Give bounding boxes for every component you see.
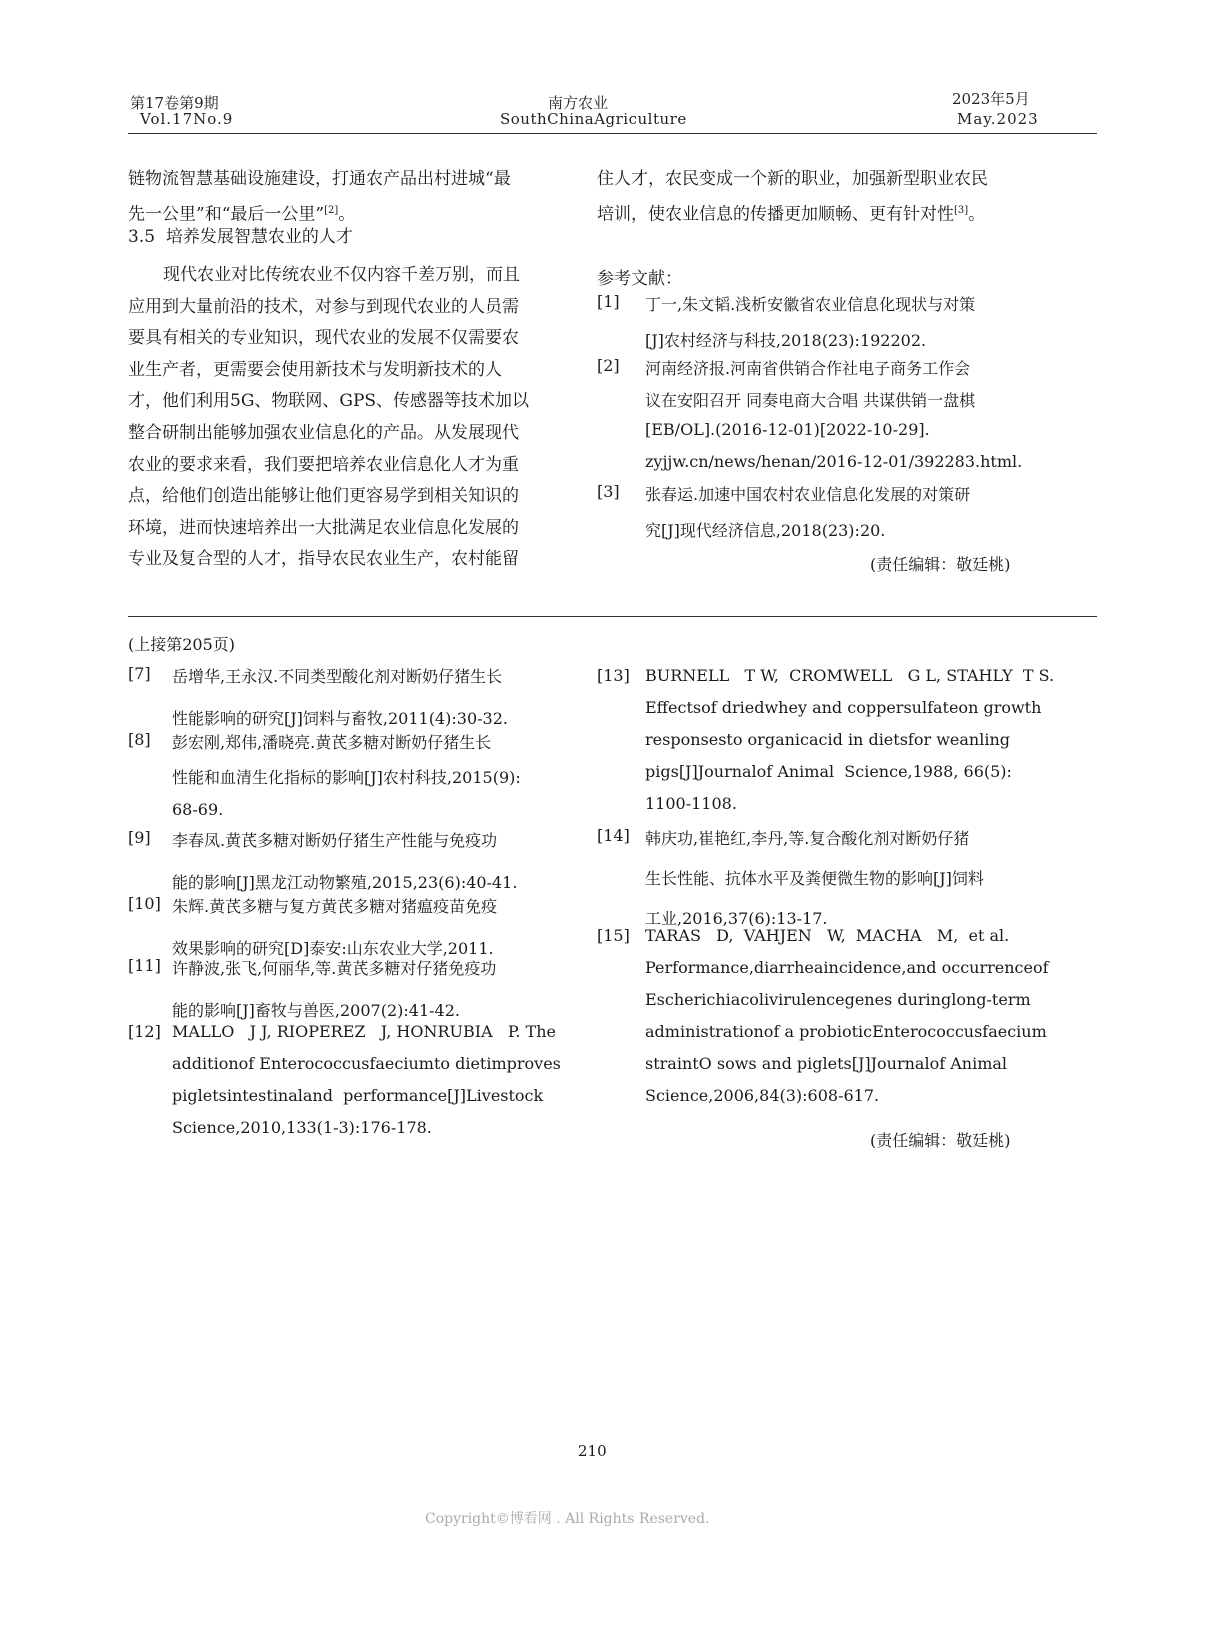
reference-number: [15]	[597, 926, 630, 945]
reference-number: [12]	[128, 1022, 161, 1041]
text-line: [J]农村经济与科技,2018(23):192202.	[645, 331, 927, 350]
journal-volume: 第17卷第9期	[130, 94, 219, 112]
reference-number: [14]	[597, 826, 630, 845]
issue-date-en: May.2023	[957, 110, 1039, 128]
text-line: 专业及复合型的人才，指导农民农业生产，农村能留	[128, 549, 519, 570]
text-line: Performance,diarrheaincidence,and occurrenceof	[645, 958, 1049, 977]
paragraph-line: 链物流智慧基础设施建设，打通农产品出村进城“最	[128, 169, 511, 189]
text-line: straintO sows and piglets[J]Journalof Animal	[645, 1054, 1008, 1073]
text-line: 彭宏刚,郑伟,潘晓亮.黄芪多糖对断奶仔猪生长	[172, 733, 492, 752]
text-line: 性能和血清生化指标的影响[J]农村科技,2015(9):	[172, 768, 521, 787]
text-line: additionof Enterococcusfaeciumto dietimproves	[172, 1054, 561, 1073]
text-line: pigs[J]Journalof Animal Science,1988, 66(5):	[645, 762, 1012, 781]
citation-2: [2]	[324, 205, 339, 216]
citation-3: [3]	[954, 205, 969, 216]
text-line: 环境，进而快速培养出一大批满足农业信息化发展的	[128, 517, 519, 538]
journal-title-en: SouthChinaAgriculture	[500, 110, 687, 128]
text-line: 究[J]现代经济信息,2018(23):20.	[645, 521, 886, 540]
reference-number: [10]	[128, 894, 161, 913]
text-line: 效果影响的研究[D]泰安:山东农业大学,2011.	[172, 939, 494, 958]
text-line: 工业,2016,37(6):13-17.	[645, 909, 828, 928]
text-line: MALLO J J, RIOPEREZ J, HONRUBIA P. The	[172, 1022, 557, 1041]
text-line: responsesto organicacid in dietsfor weanling	[645, 730, 1010, 749]
text-line: 应用到大量前沿的技术，对参与到现代农业的人员需	[128, 296, 519, 317]
text-line: 能的影响[J]畜牧与兽医,2007(2):41-42.	[172, 1001, 460, 1020]
copyright-notice: Copyright©博看网 . All Rights Reserved.	[425, 1511, 710, 1527]
section-heading: 3.5 培养发展智慧农业的人才	[128, 227, 353, 247]
paragraph-line: 住人才，农民变成一个新的职业，加强新型职业农民	[597, 169, 988, 189]
text-line: TARAS D, VAHJEN W, MACHA M, et al.	[645, 926, 1010, 945]
continued-note: (上接第205页)	[128, 635, 236, 654]
reference-number: [8]	[128, 730, 151, 749]
text-line: BURNELL T W, CROMWELL G L, STAHLY T S.	[645, 666, 1055, 685]
paragraph-line: 培训，使农业信息的传播更加顺畅、更有针对性[3]。	[597, 204, 986, 225]
section-divider	[128, 616, 1097, 617]
reference-number: [7]	[128, 664, 151, 683]
text-line: 业生产者，更需要会使用新技术与发明新技术的人	[128, 359, 502, 380]
text-line: [EB/OL].(2016-12-01)[2022-10-29].	[645, 420, 930, 439]
text-line: 许静波,张飞,何丽华,等.黄芪多糖对仔猪免疫功	[172, 959, 497, 978]
reference-number: [1]	[597, 292, 620, 311]
page-number: 210	[578, 1442, 607, 1460]
text-line: 李春凤.黄芪多糖对断奶仔猪生产性能与免疫功	[172, 831, 498, 850]
text-line: 要具有相关的专业知识，现代农业的发展不仅需要农	[128, 328, 519, 349]
text-line: 能的影响[J]黑龙江动物繁殖,2015,23(6):40-41.	[172, 873, 518, 892]
reference-number: [3]	[597, 482, 620, 501]
text-line: 现代农业对比传统农业不仅内容千差万别，而且	[163, 265, 520, 285]
text-line: Science,2006,84(3):608-617.	[645, 1086, 880, 1105]
text-line: 生长性能、抗体水平及粪便微生物的影响[J]饲料	[645, 869, 984, 888]
reference-number: [2]	[597, 356, 620, 375]
references-heading: 参考文献：	[597, 269, 682, 289]
text-line: 农业的要求来看，我们要把培养农业信息化人才为重	[128, 454, 519, 475]
text-line: 才，他们利用5G、物联网、GPS、传感器等技术加以	[128, 391, 530, 412]
reference-number: [9]	[128, 828, 151, 847]
text-line: administrationof a probioticEnterococcusfaecium	[645, 1022, 1047, 1041]
editor-note: (责任编辑：敬廷桃)	[870, 555, 1011, 574]
text-line: Escherichiacolivirulencegenes duringlong-term	[645, 990, 1031, 1009]
text-line: zyjjw.cn/news/henan/2016-12-01/392283.html.	[645, 452, 1023, 471]
text-line: 张春运.加速中国农村农业信息化发展的对策研	[645, 485, 971, 504]
header-rule	[128, 133, 1097, 134]
text-line: 1100-1108.	[645, 794, 737, 813]
text-line: 朱辉.黄芪多糖与复方黄芪多糖对猪瘟疫苗免疫	[172, 897, 498, 916]
text-line: 议在安阳召开 同奏电商大合唱 共谋供销一盘棋	[645, 391, 976, 410]
text-line: 丁一,朱文韬.浅析安徽省农业信息化现状与对策	[645, 295, 976, 314]
issue-date: 2023年5月	[952, 90, 1030, 108]
text-line: 韩庆功,崔艳红,李丹,等.复合酸化剂对断奶仔猪	[645, 829, 970, 848]
reference-number: [13]	[597, 666, 630, 685]
text-line: 河南经济报.河南省供销合作社电子商务工作会	[645, 359, 971, 378]
paragraph-line: 先一公里”和“最后一公里”[2]。	[128, 204, 356, 225]
text-line: 整合研制出能够加强农业信息化的产品。从发展现代	[128, 423, 519, 443]
text-line: 68-69.	[172, 800, 224, 819]
reference-number: [11]	[128, 956, 161, 975]
editor-note: (责任编辑：敬廷桃)	[870, 1131, 1011, 1150]
journal-title: 南方农业	[548, 94, 609, 112]
text-line: 性能影响的研究[J]饲料与畜牧,2011(4):30-32.	[172, 709, 508, 728]
text-line: 点，给他们创造出能够让他们更容易学到相关知识的	[128, 486, 519, 507]
text-line: 岳增华,王永汉.不同类型酸化剂对断奶仔猪生长	[172, 667, 503, 686]
text-line: Science,2010,133(1-3):176-178.	[172, 1118, 432, 1137]
text-line: pigletsintestinaland performance[J]Livestock	[172, 1086, 544, 1105]
journal-volume-en: Vol.17No.9	[140, 110, 234, 128]
text-line: Effectsof driedwhey and coppersulfateon growth	[645, 698, 1042, 717]
